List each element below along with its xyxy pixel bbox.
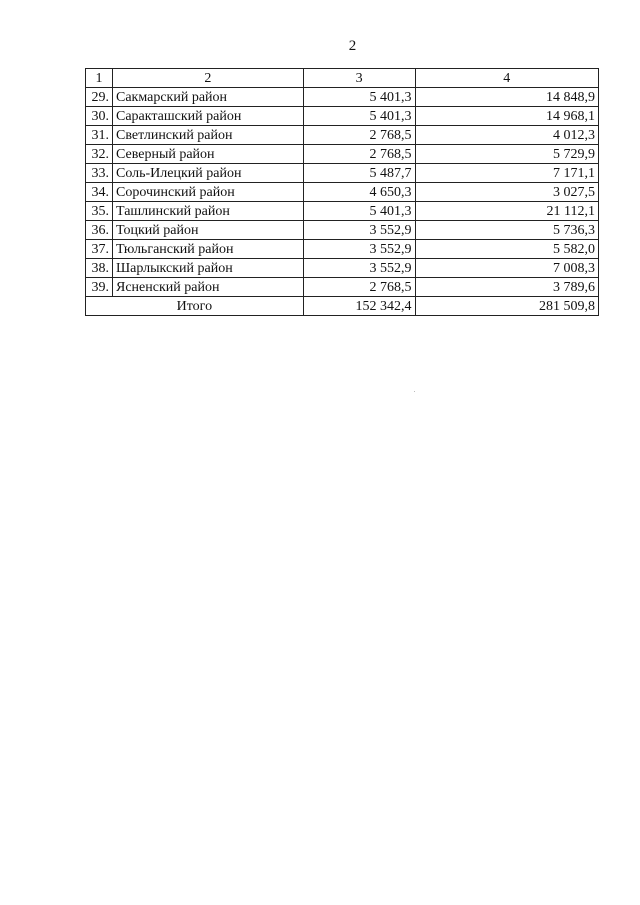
value-col-4: 14 968,1 [415,107,599,126]
district-name: Ташлинский район [112,202,303,221]
header-col-4: 4 [415,69,599,88]
value-col-4: 3 789,6 [415,278,599,297]
row-number: 33. [86,164,113,183]
row-number: 29. [86,88,113,107]
value-col-3: 5 487,7 [303,164,415,183]
district-name: Светлинский район [112,126,303,145]
district-name: Ясненский район [112,278,303,297]
table-footer [86,297,599,316]
value-col-3: 2 768,5 [303,278,415,297]
total-col-4: 281 509,8 [415,297,599,316]
table-body [86,88,599,297]
value-col-4: 7 008,3 [415,259,599,278]
value-col-4: 3 027,5 [415,183,599,202]
district-name: Шарлыкский район [112,259,303,278]
data-table [85,68,599,316]
row-number: 34. [86,183,113,202]
district-name: Тюльганский район [112,240,303,259]
value-col-3: 4 650,3 [303,183,415,202]
table-row [86,221,599,240]
row-number: 37. [86,240,113,259]
value-col-3: 2 768,5 [303,126,415,145]
row-number: 39. [86,278,113,297]
scan-speck [414,391,415,392]
table-row [86,145,599,164]
table-header [86,69,599,88]
district-name: Соль-Илецкий район [112,164,303,183]
value-col-3: 5 401,3 [303,107,415,126]
value-col-4: 7 171,1 [415,164,599,183]
table-row [86,88,599,107]
page-number: 2 [348,38,357,54]
value-col-3: 3 552,9 [303,221,415,240]
value-col-3: 2 768,5 [303,145,415,164]
header-col-3: 3 [303,69,415,88]
row-number: 30. [86,107,113,126]
table-row [86,126,599,145]
table-row [86,240,599,259]
table-row [86,164,599,183]
value-col-4: 21 112,1 [415,202,599,221]
header-col-2: 2 [112,69,303,88]
table-row [86,183,599,202]
value-col-3: 3 552,9 [303,240,415,259]
row-number: 36. [86,221,113,240]
total-label: Итого [86,297,304,316]
table-row [86,202,599,221]
district-name: Северный район [112,145,303,164]
value-col-3: 3 552,9 [303,259,415,278]
header-col-1: 1 [86,69,113,88]
table-row [86,259,599,278]
total-col-3: 152 342,4 [303,297,415,316]
district-name: Саракташский район [112,107,303,126]
table-row [86,278,599,297]
district-name: Тоцкий район [112,221,303,240]
district-name: Сорочинский район [112,183,303,202]
row-number: 32. [86,145,113,164]
row-number: 35. [86,202,113,221]
district-name: Сакмарский район [112,88,303,107]
value-col-3: 5 401,3 [303,88,415,107]
row-number: 38. [86,259,113,278]
total-row [86,297,599,316]
value-col-4: 14 848,9 [415,88,599,107]
value-col-4: 5 729,9 [415,145,599,164]
header-row [86,69,599,88]
value-col-4: 5 582,0 [415,240,599,259]
value-col-4: 5 736,3 [415,221,599,240]
table-row [86,107,599,126]
value-col-4: 4 012,3 [415,126,599,145]
row-number: 31. [86,126,113,145]
value-col-3: 5 401,3 [303,202,415,221]
